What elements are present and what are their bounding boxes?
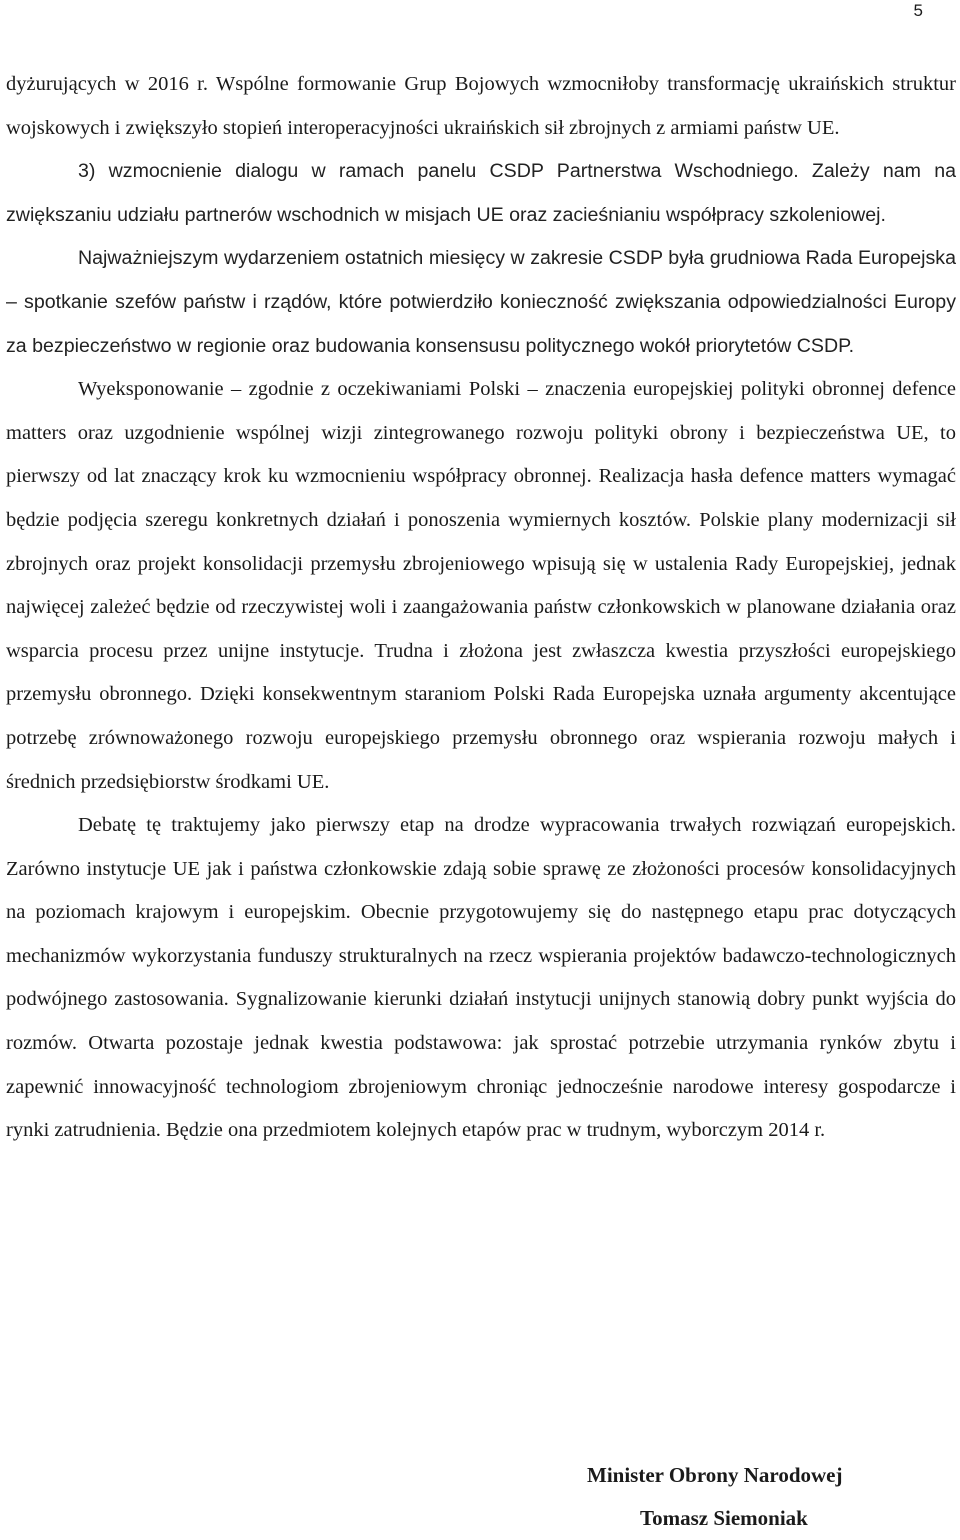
paragraph-continuation: dyżurujących w 2016 r. Wspólne formowanie Grup Bojowych wzmocniłoby transformację ukraińskich struktur wojskowych i zwiększyło stopień interoperacyjności ukraińskich sił zbrojnych z armiami państw UE. <box>6 73 956 139</box>
signature-name: Tomasz Siemoniak <box>640 1506 808 1530</box>
paragraph-defence-matters: Wyeksponowanie – zgodnie z oczekiwaniami Polski – znaczenia europejskiej polityki obronnej defence matters oraz uzgodnienie wspólnej wizji zintegrowanego rozwoju polityki obrony i bezpieczeństwa UE, to pierwszy od lat znaczący krok ku wzmocnieniu współpracy obronnej. Realizacja hasła defence matters wymagać będzie podjęcia szeregu konkretnych działań i ponoszenia wymiernych kosztów. Polskie plany modernizacji sił zbrojnych oraz projekt konsolidacji przemysłu zbrojeniowego wpisują się w ustalenia Rady Europejskiej, jednak najwięcej zależeć będzie od rzeczywistej woli i zaangażowania państw członkowskich w planowane działania oraz wsparcia procesu przez unijne instytucje. Trudna i złożona jest zwłaszcza kwestia przyszłości europejskiego przemysłu obronnego. Dzięki konsekwentnym staraniom Polski Rada Europejska uznała argumenty akcentujące potrzebę zrównoważonego rozwoju europejskiego przemysłu obronnego oraz wspierania rozwoju małych i średnich przedsiębiorstw środkami UE. <box>6 378 956 793</box>
paragraph-european-council: Najważniejszym wydarzeniem ostatnich miesięcy w zakresie CSDP była grudniowa Rada Europejska – spotkanie szefów państw i rządów, które potwierdziło konieczność zwiększania odpowiedzialności Europy za bezpieczeństwo w regionie oraz budowania konsensusu politycznego wokół priorytetów CSDP. <box>6 247 956 357</box>
paragraph-debate: Debatę tę traktujemy jako pierwszy etap na drodze wypracowania trwałych rozwiązań europejskich. Zarówno instytucje UE jak i państwa członkowskie zdają sobie sprawę ze złożoności procesów konsolidacyjnych na poziomach krajowym i europejskim. Obecnie przygotowujemy się do następnego etapu prac dotyczących mechanizmów wykorzystania funduszy strukturalnych na rzecz wspierania projektów badawczo-technologicznych podwójnego zastosowania. Sygnalizowanie kierunki działań instytucji unijnych stanowią dobry punkt wyjścia do rozmów. Otwarta pozostaje jednak kwestia podstawowa: jak sprostać potrzebie utrzymania rynków zbytu i zapewnić innowacyjność technologiom zbrojeniowym chroniąc jednocześnie narodowe interesy gospodarcze i rynki zatrudnienia. Będzie ona przedmiotem kolejnych etapów prac w trudnym, wyborczym 2014 r. <box>6 814 956 1142</box>
signature-title: Minister Obrony Narodowej <box>587 1463 843 1487</box>
page-number: 5 <box>913 1 923 20</box>
paragraph-csdp-dialogue: 3) wzmocnienie dialogu w ramach panelu CSDP Partnerstwa Wschodniego. Zależy nam na zwiększaniu udziału partnerów wschodnich w misjach UE oraz zacieśnianiu współpracy szkoleniowej. <box>6 160 956 226</box>
document-body <box>6 63 956 1153</box>
signature-block <box>0 1454 960 1540</box>
